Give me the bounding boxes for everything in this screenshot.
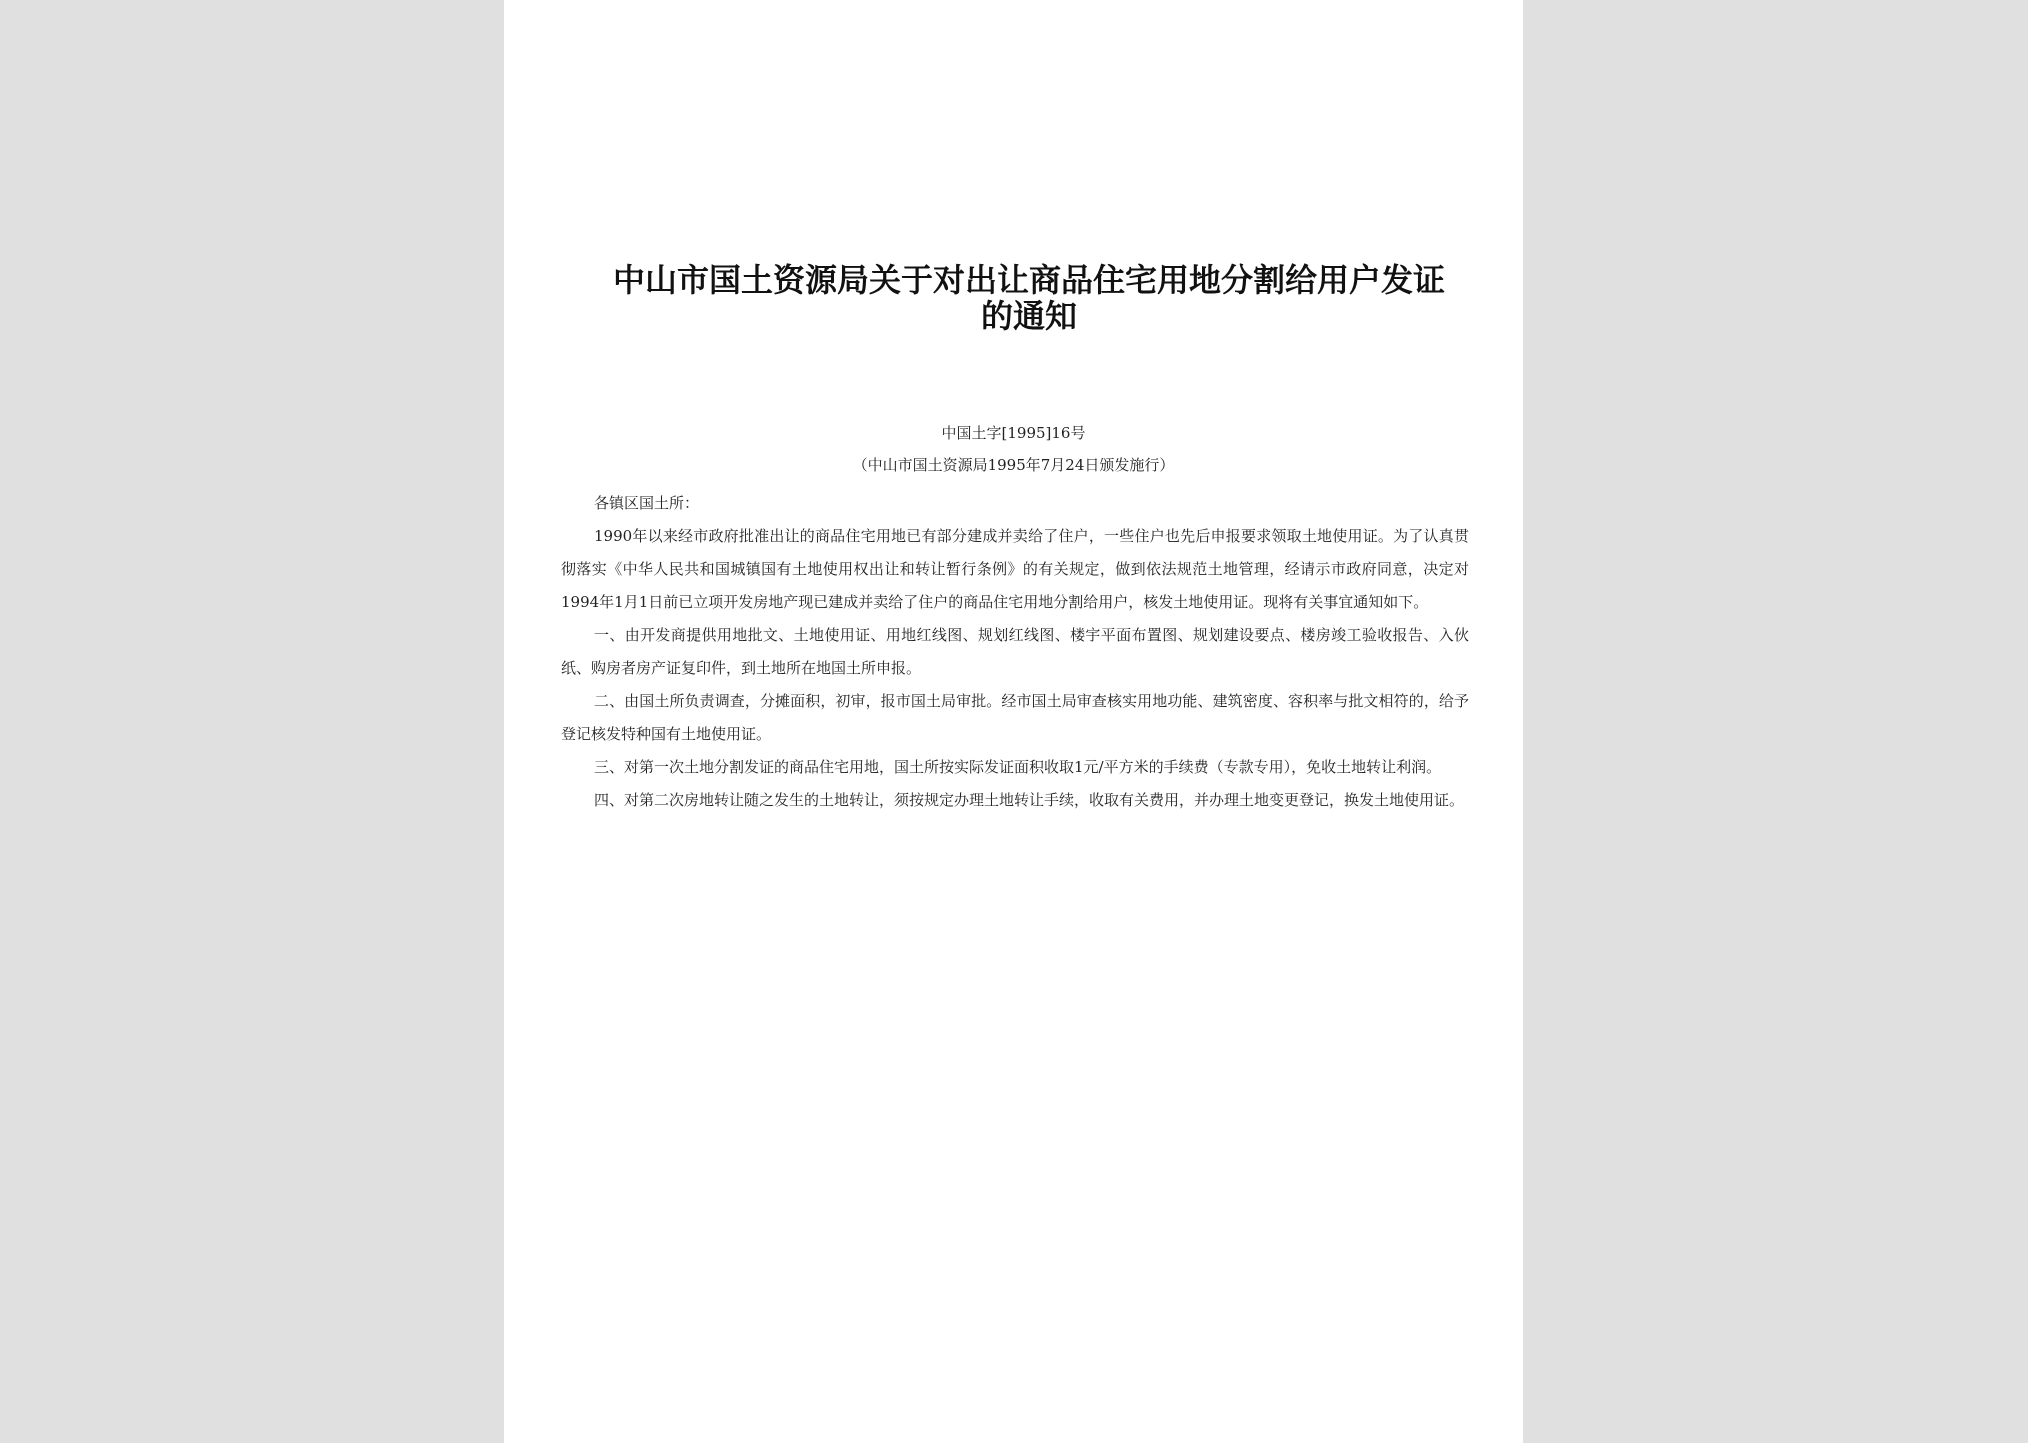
paragraph-item-1: 一、由开发商提供用地批文、土地使用证、用地红线图、规划红线图、楼宇平面布置图、规划建设要点、楼房竣工验收报告、入伙纸、购房者房产证复印件，到土地所在地国土所申报。: [561, 626, 1469, 677]
paragraph-item-4: 四、对第二次房地转让随之发生的土地转让，须按规定办理土地转让手续，收取有关费用，并办理土地变更登记，换发土地使用证。: [594, 791, 1465, 809]
document-number: 中国土字[1995]16号: [941, 424, 1086, 442]
salutation: 各镇区国土所：: [594, 494, 700, 512]
document-title: 中山市国土资源局关于对出让商品住宅用地分割给用户发证的通知: [612, 261, 1445, 335]
document-page: [504, 0, 1523, 1443]
paragraph-item-3: 三、对第一次土地分割发证的商品住宅用地，国土所按实际发证面积收取1元/平方米的手续费（专款专用），免收土地转让利润。: [594, 758, 1442, 776]
issue-note: （中山市国土资源局1995年7月24日颁发施行）: [852, 456, 1175, 474]
paragraph-item-2: 二、由国土所负责调查，分摊面积，初审，报市国土局审批。经市国土局审查核实用地功能、建筑密度、容积率与批文相符的，给予登记核发特种国有土地使用证。: [561, 692, 1469, 743]
document-body: [561, 487, 1469, 817]
paragraph-intro: 1990年以来经市政府批准出让的商品住宅用地已有部分建成并卖给了住户，一些住户也先后申报要求领取土地使用证。为了认真贯彻落实《中华人民共和国城镇国有土地使用权出让和转让暂行条例》的有关规定，做到依法规范土地管理，经请示市政府同意，决定对1994年1月1日前已立项开发房地产现已建成并卖给了住户的商品住宅用地分割给用户，核发土地使用证。现将有关事宜通知如下。: [561, 527, 1469, 611]
